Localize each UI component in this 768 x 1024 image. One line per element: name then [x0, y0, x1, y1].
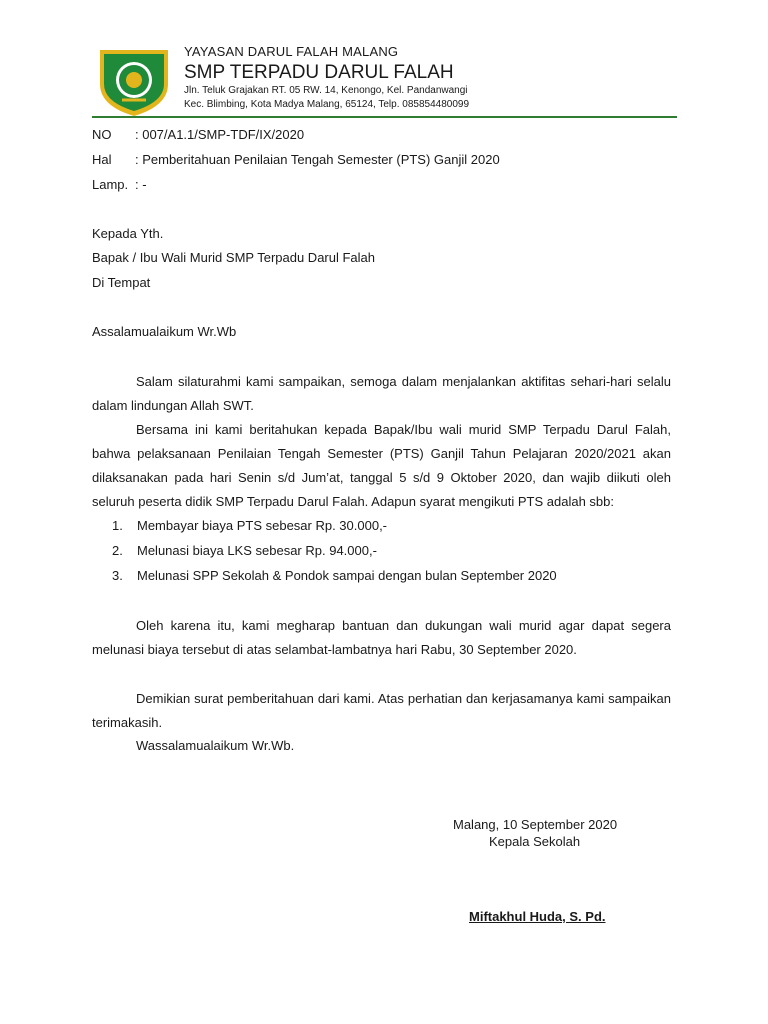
school-logo	[92, 44, 176, 120]
body-paragraph-3: Oleh karena itu, kami megharap bantuan dan dukungan wali murid agar dapat segera melunasi biaya tersebut di atas selambat-lambatnya hari Rabu, 30 September 2020.	[92, 618, 671, 657]
address-line-2: Kec. Blimbing, Kota Madya Malang, 65124, Telp. 085854480099	[184, 99, 470, 110]
greeting: Assalamualaikum Wr.Wb	[92, 324, 237, 339]
list-item: Melunasi SPP Sekolah & Pondok sampai dengan bulan September 2020	[137, 568, 557, 583]
list-item-number: 2.	[112, 543, 123, 558]
place-date: Malang, 10 September 2020	[453, 817, 618, 832]
body-paragraph-4: Demikian surat pemberitahuan dari kami. Atas perhatian dan kerjasamanya kami sampaikan terimakasih.	[92, 691, 671, 730]
body-paragraph-2: Bersama ini kami beritahukan kepada Bapak/Ibu wali murid SMP Terpadu Darul Falah, bahwa pelaksanaan Penilaian Tengah Semester (PTS) Ganjil Tahun Pelajaran 2020/2021 akan dilaksanakan pada hari Senin s/d Jum’at, tanggal 5 s/d 9 Oktober 2020, dan wajib diikuti oleh seluruh peserta didik SMP Terpadu Darul Falah. Adapun syarat mengikuti PTS adalah sbb:	[92, 422, 671, 509]
list-item-number: 1.	[112, 518, 123, 533]
list-item: Membayar biaya PTS sebesar Rp. 30.000,-	[137, 518, 388, 533]
list-item-number: 3.	[112, 568, 123, 583]
address-line-1: Jln. Teluk Grajakan RT. 05 RW. 14, Kenongo, Kel. Pandanwangi	[184, 85, 468, 96]
recipient-line-2: Bapak / Ibu Wali Murid SMP Terpadu Darul Falah	[92, 250, 376, 265]
subject-label: Hal	[92, 152, 112, 167]
attachment-label: Lamp.	[92, 177, 129, 192]
recipient-line-1: Kepada Yth.	[92, 226, 164, 241]
subject-value: : Pemberitahuan Penilaian Tengah Semester (PTS) Ganjil 2020	[135, 152, 500, 167]
list-item: Melunasi biaya LKS sebesar Rp. 94.000,-	[137, 543, 377, 558]
signer-title: Kepala Sekolah	[489, 834, 581, 849]
header-divider	[92, 116, 677, 118]
attachment-value: : -	[135, 177, 147, 192]
body-paragraph-1: Salam silaturahmi kami sampaikan, semoga dalam menjalankan aktifitas sehari-hari selalu dalam lindungan Allah SWT.	[92, 374, 671, 413]
signer-name: Miftakhul Huda, S. Pd.	[469, 909, 606, 924]
number-label: NO	[92, 127, 112, 142]
foundation-name: YAYASAN DARUL FALAH MALANG	[184, 44, 399, 59]
recipient-line-3: Di Tempat	[92, 275, 151, 290]
school-name: SMP TERPADU DARUL FALAH	[184, 62, 454, 83]
closing: Wassalamualaikum Wr.Wb.	[136, 738, 295, 753]
number-value: : 007/A1.1/SMP-TDF/IX/2020	[135, 127, 305, 142]
